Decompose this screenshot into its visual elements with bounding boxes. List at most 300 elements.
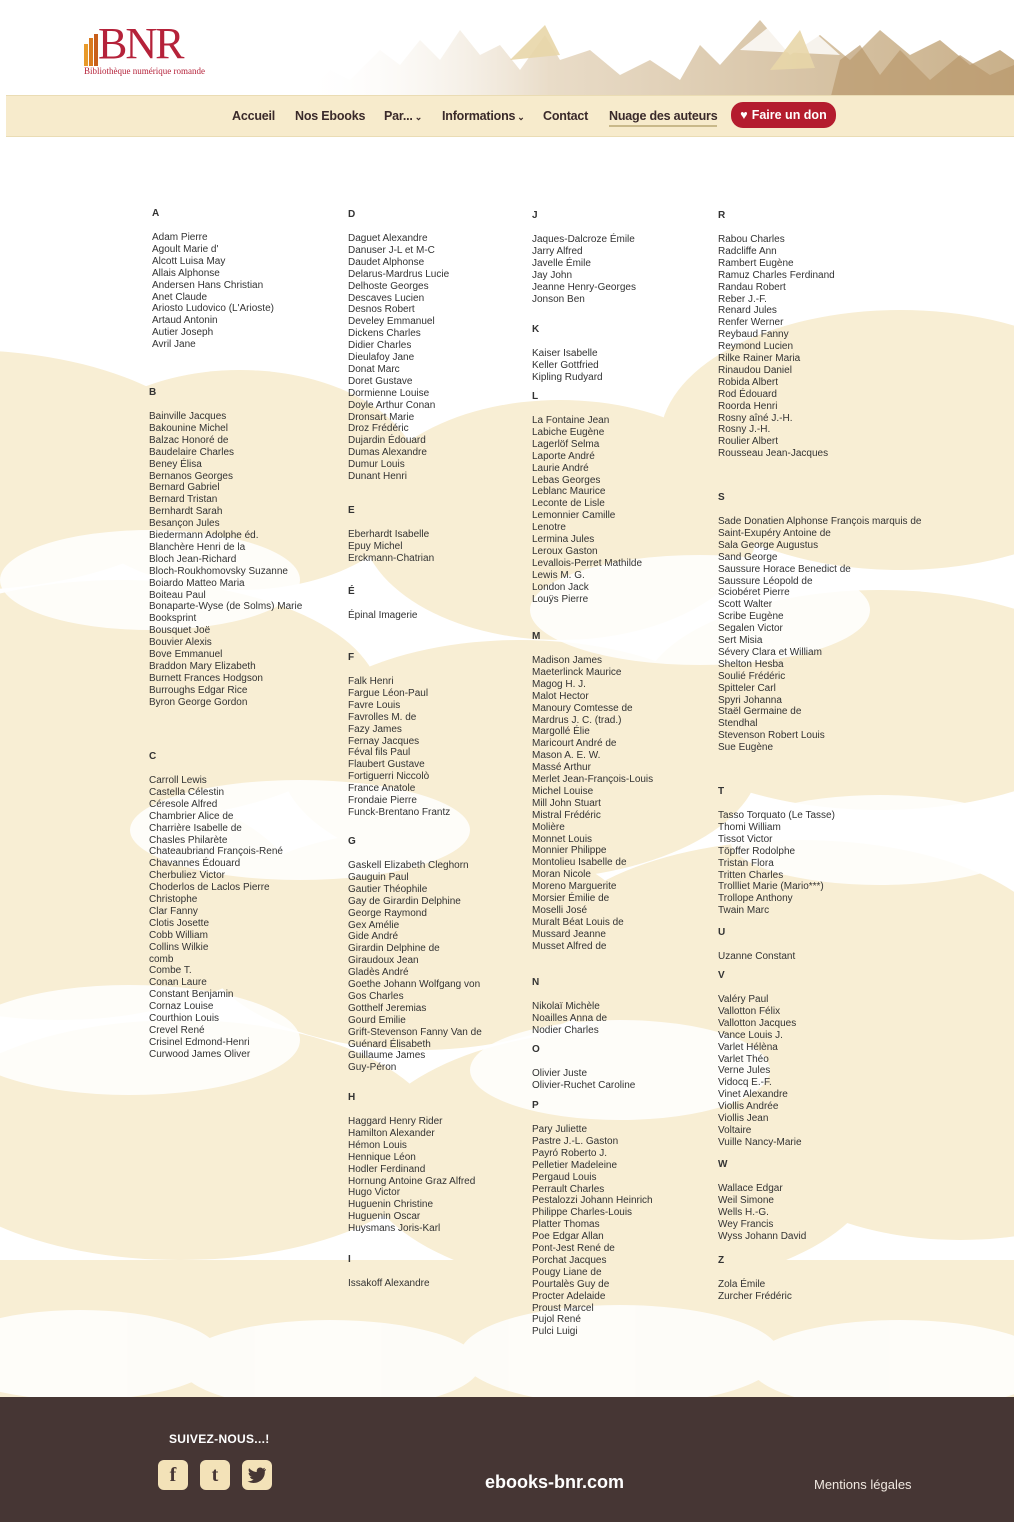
- letter-heading-t: T: [718, 786, 725, 797]
- author-link-desnos-robert[interactable]: Desnos Robert: [348, 304, 415, 316]
- author-link-scott-walter[interactable]: Scott Walter: [718, 599, 773, 611]
- author-link-eberhardt-isabelle[interactable]: Eberhardt Isabelle: [348, 529, 430, 540]
- author-link-favre-louis[interactable]: Favre Louis: [348, 699, 401, 711]
- author-link-madison-james[interactable]: Madison James: [532, 655, 603, 666]
- author-link-leroux-gaston[interactable]: Leroux Gaston: [532, 545, 598, 557]
- author-link-manoury-comtesse-de[interactable]: Manoury Comtesse de: [532, 702, 633, 714]
- author-link-fargue-leon-paul[interactable]: Fargue Léon-Paul: [348, 687, 429, 699]
- letter-heading-w: W: [718, 1159, 728, 1170]
- author-link-saussure-horace-benedict-de[interactable]: Saussure Horace Benedict de: [718, 563, 851, 575]
- author-link-ariosto-ludovico-l-arioste[interactable]: Ariosto Ludovico (L'Arioste): [152, 303, 274, 315]
- author-link-boiteau-paul[interactable]: Boiteau Paul: [149, 589, 206, 601]
- author-link-pougy-liane-de[interactable]: Pougy Liane de: [532, 1266, 602, 1278]
- author-link-jonson-ben[interactable]: Jonson Ben: [532, 293, 585, 305]
- author-link-labiche-eugene[interactable]: Labiche Eugène: [532, 426, 605, 438]
- author-link-autier-joseph[interactable]: Autier Joseph: [152, 327, 214, 339]
- author-link-michel-louise[interactable]: Michel Louise: [532, 785, 594, 797]
- author-link-favrolles-m-de[interactable]: Favrolles M. de: [348, 711, 417, 723]
- author-link-combe-t[interactable]: Combe T.: [149, 965, 192, 977]
- author-link-tissot-victor[interactable]: Tissot Victor: [718, 833, 773, 845]
- facebook-icon[interactable]: f: [158, 1460, 188, 1490]
- nav-nuage-auteurs[interactable]: Nuage des auteurs: [609, 109, 717, 127]
- author-link-javelle-emile[interactable]: Javelle Émile: [532, 257, 591, 269]
- author-link-moran-nicole[interactable]: Moran Nicole: [532, 869, 591, 881]
- author-link-biedermann-adolphe-ed[interactable]: Biedermann Adolphe éd.: [149, 530, 259, 541]
- author-link-sade-donatien-alphonse-francois-marquis-de[interactable]: Sade Donatien Alphonse François marquis de: [718, 516, 922, 527]
- author-link-montolieu-isabelle-de[interactable]: Montolieu Isabelle de: [532, 857, 627, 869]
- author-link-huysmans-joris-karl[interactable]: Huysmans Joris-Karl: [348, 1223, 441, 1235]
- author-link-blanchere-henri-de-la[interactable]: Blanchère Henri de la: [149, 541, 246, 553]
- author-link-maeterlinck-maurice[interactable]: Maeterlinck Maurice: [532, 666, 622, 678]
- author-link-saint-exupery-antoine-de[interactable]: Saint-Exupéry Antoine de: [718, 527, 831, 539]
- author-link-shelton-hesba[interactable]: Shelton Hesba: [718, 658, 784, 670]
- author-link-bove-emmanuel[interactable]: Bove Emmanuel: [149, 649, 223, 660]
- author-link-hennique-leon[interactable]: Hennique Léon: [348, 1151, 416, 1163]
- author-link-anet-claude[interactable]: Anet Claude: [152, 291, 208, 303]
- legal-link[interactable]: Mentions légales: [814, 1477, 912, 1492]
- author-link-gos-charles[interactable]: Gos Charles: [348, 990, 404, 1002]
- author-link-christophe[interactable]: Christophe: [149, 894, 198, 905]
- author-link-huguenin-oscar[interactable]: Huguenin Oscar: [348, 1211, 421, 1223]
- author-link-leconte-de-lisle[interactable]: Leconte de Lisle: [532, 498, 605, 510]
- author-link-rod-edouard[interactable]: Rod Édouard: [718, 388, 777, 400]
- author-link-dormienne-louise[interactable]: Dormienne Louise: [348, 387, 430, 399]
- author-link-soulie-frederic[interactable]: Soulié Frédéric: [718, 670, 786, 682]
- author-link-roulier-albert[interactable]: Roulier Albert: [718, 436, 779, 448]
- author-link-procter-adelaide[interactable]: Procter Adelaide: [532, 1290, 606, 1302]
- author-link-kipling-rudyard[interactable]: Kipling Rudyard: [532, 371, 603, 383]
- author-link-gauguin-paul[interactable]: Gauguin Paul: [348, 871, 409, 883]
- author-link-carroll-lewis[interactable]: Carroll Lewis: [149, 775, 207, 786]
- author-link-mill-john-stuart[interactable]: Mill John Stuart: [532, 797, 601, 809]
- author-link-porchat-jacques[interactable]: Porchat Jacques: [532, 1254, 607, 1266]
- letter-heading-o: O: [532, 1044, 540, 1055]
- author-link-grift-stevenson-fanny-van-de[interactable]: Grift-Stevenson Fanny Van de: [348, 1026, 482, 1038]
- author-link-avril-jane[interactable]: Avril Jane: [152, 339, 196, 351]
- author-link-musset-alfred-de[interactable]: Musset Alfred de: [532, 940, 607, 952]
- author-link-clotis-josette[interactable]: Clotis Josette: [149, 917, 210, 929]
- author-link-rosny-aine-j-h[interactable]: Rosny aîné J.-H.: [718, 412, 793, 424]
- author-link-weil-simone[interactable]: Weil Simone: [718, 1194, 774, 1206]
- author-link-dieulafoy-jane[interactable]: Dieulafoy Jane: [348, 352, 415, 363]
- author-link-besancon-jules[interactable]: Besançon Jules: [149, 518, 220, 530]
- tumblr-icon[interactable]: t: [200, 1460, 230, 1490]
- author-link-margolle-elie[interactable]: Margollé Élie: [532, 726, 590, 738]
- author-link-viollis-jean[interactable]: Viollis Jean: [718, 1113, 769, 1124]
- author-link-hornung-antoine-graz-alfred[interactable]: Hornung Antoine Graz Alfred: [348, 1175, 476, 1187]
- author-link-burroughs-edgar-rice[interactable]: Burroughs Edgar Rice: [149, 684, 248, 696]
- author-link-dickens-charles[interactable]: Dickens Charles: [348, 328, 421, 340]
- author-link-wey-francis[interactable]: Wey Francis: [718, 1218, 774, 1230]
- author-link-adam-pierre[interactable]: Adam Pierre: [152, 232, 208, 243]
- author-link-wallace-edgar[interactable]: Wallace Edgar: [718, 1183, 783, 1194]
- author-link-payro-roberto-j[interactable]: Payró Roberto J.: [532, 1147, 608, 1159]
- author-link-monnet-louis[interactable]: Monnet Louis: [532, 833, 593, 845]
- author-link-topffer-rodolphe[interactable]: Töpffer Rodolphe: [718, 845, 796, 857]
- author-link-leblanc-maurice[interactable]: Leblanc Maurice: [532, 486, 606, 498]
- author-link-verne-jules[interactable]: Verne Jules: [718, 1065, 771, 1077]
- author-link-dumur-louis[interactable]: Dumur Louis: [348, 459, 405, 471]
- author-link-constant-benjamin[interactable]: Constant Benjamin: [149, 989, 234, 1001]
- author-link-stael-germaine-de[interactable]: Staël Germaine de: [718, 706, 802, 718]
- author-link-gourd-emilie[interactable]: Gourd Emilie: [348, 1014, 406, 1026]
- author-link-reber-j-f[interactable]: Reber J.-F.: [718, 293, 767, 305]
- author-link-perrault-charles[interactable]: Perrault Charles: [532, 1183, 605, 1195]
- author-link-philippe-charles-louis[interactable]: Philippe Charles-Louis: [532, 1207, 633, 1219]
- author-link-bernanos-georges[interactable]: Bernanos Georges: [149, 470, 233, 482]
- author-link-poe-edgar-allan[interactable]: Poe Edgar Allan: [532, 1231, 604, 1243]
- author-link-france-anatole[interactable]: France Anatole: [348, 783, 416, 795]
- author-link-bainville-jacques[interactable]: Bainville Jacques: [149, 411, 227, 422]
- author-link-epinal-imagerie[interactable]: Épinal Imagerie: [348, 610, 418, 621]
- nav-accueil[interactable]: Accueil: [232, 109, 276, 123]
- chevron-down-icon: ⌄: [517, 112, 525, 122]
- author-link-charriere-isabelle-de[interactable]: Charrière Isabelle de: [149, 822, 242, 834]
- twitter-icon[interactable]: [242, 1460, 272, 1490]
- author-link-randau-robert[interactable]: Randau Robert: [718, 281, 786, 293]
- author-link-voltaire[interactable]: Voltaire: [718, 1124, 752, 1136]
- author-link-cobb-william[interactable]: Cobb William: [149, 929, 208, 941]
- author-link-renfer-werner[interactable]: Renfer Werner: [718, 317, 784, 329]
- author-link-dumas-alexandre[interactable]: Dumas Alexandre: [348, 447, 427, 459]
- nav-ebooks[interactable]: Nos Ebooks: [295, 109, 366, 123]
- author-link-tasso-torquato-le-tasse[interactable]: Tasso Torquato (Le Tasse): [718, 810, 835, 821]
- author-link-scioberet-pierre[interactable]: Sciobéret Pierre: [718, 587, 790, 599]
- author-link-maricourt-andre-de[interactable]: Maricourt André de: [532, 738, 617, 750]
- nav-par[interactable]: Par... ⌄: [384, 109, 423, 123]
- author-link-lenotre[interactable]: Lenotre: [532, 522, 566, 534]
- author-link-balzac-honore-de[interactable]: Balzac Honoré de: [149, 434, 229, 446]
- author-link-frondaie-pierre[interactable]: Frondaie Pierre: [348, 795, 417, 806]
- author-link-huguenin-christine[interactable]: Huguenin Christine: [348, 1199, 434, 1211]
- author-link-fazy-james[interactable]: Fazy James: [348, 723, 402, 735]
- author-link-guenard-elisabeth[interactable]: Guénard Élisabeth: [348, 1038, 431, 1050]
- follow-us-label: SUIVEZ-NOUS...!: [169, 1432, 270, 1446]
- author-link-mason-a-e-w[interactable]: Mason A. E. W.: [532, 750, 601, 762]
- author-link-chavannes-edouard[interactable]: Chavannes Édouard: [149, 858, 241, 870]
- author-link-bloch-jean-richard[interactable]: Bloch Jean-Richard: [149, 553, 237, 565]
- author-link-robida-albert[interactable]: Robida Albert: [718, 376, 779, 388]
- author-link-fernay-jacques[interactable]: Fernay Jacques: [348, 735, 420, 747]
- author-link-doyle-arthur-conan[interactable]: Doyle Arthur Conan: [348, 399, 436, 411]
- author-link-louys-pierre[interactable]: Louÿs Pierre: [532, 593, 589, 605]
- author-link-radcliffe-ann[interactable]: Radcliffe Ann: [718, 245, 777, 257]
- author-link-laporte-andre[interactable]: Laporte André: [532, 450, 595, 462]
- author-link-daudet-alphonse[interactable]: Daudet Alphonse: [348, 256, 425, 268]
- chevron-down-icon: ⌄: [414, 112, 423, 122]
- letter-heading-f: F: [348, 652, 355, 663]
- author-link-magog-h-j[interactable]: Magog H. J.: [532, 678, 586, 690]
- author-link-boiardo-matteo-maria[interactable]: Boiardo Matteo Maria: [149, 577, 245, 589]
- letter-heading-m: M: [532, 631, 541, 642]
- author-link-scribe-eugene[interactable]: Scribe Eugène: [718, 611, 784, 623]
- author-link-falk-henri[interactable]: Falk Henri: [348, 676, 394, 687]
- author-link-droz-frederic[interactable]: Droz Frédéric: [348, 423, 409, 435]
- author-link-dunant-henri[interactable]: Dunant Henri: [348, 471, 407, 482]
- author-link-bakounine-michel[interactable]: Bakounine Michel: [149, 422, 228, 434]
- author-link-artaud-antonin[interactable]: Artaud Antonin: [152, 315, 218, 327]
- author-link-conan-laure[interactable]: Conan Laure: [149, 977, 207, 989]
- author-link-lagerlof-selma[interactable]: Lagerlöf Selma: [532, 438, 600, 450]
- author-link-pujol-rene[interactable]: Pujol René: [532, 1314, 581, 1326]
- author-link-pelletier-madeleine[interactable]: Pelletier Madeleine: [532, 1159, 618, 1171]
- author-link-twain-marc[interactable]: Twain Marc: [718, 905, 770, 917]
- author-link-hamilton-alexander[interactable]: Hamilton Alexander: [348, 1127, 435, 1139]
- author-link-issakoff-alexandre[interactable]: Issakoff Alexandre: [348, 1278, 430, 1289]
- author-link-agoult-marie-d[interactable]: Agoult Marie d': [152, 243, 219, 255]
- letter-heading-z: Z: [718, 1255, 725, 1266]
- author-link-laurie-andre[interactable]: Laurie André: [532, 462, 589, 474]
- author-link-allais-alphonse[interactable]: Allais Alphonse: [152, 267, 220, 279]
- author-link-la-fontaine-jean[interactable]: La Fontaine Jean: [532, 415, 610, 426]
- author-link-uzanne-constant[interactable]: Uzanne Constant: [718, 951, 796, 962]
- author-link-olivier-ruchet-caroline[interactable]: Olivier-Ruchet Caroline: [532, 1079, 636, 1091]
- letter-heading-r: R: [718, 210, 726, 221]
- author-link-giraudoux-jean[interactable]: Giraudoux Jean: [348, 955, 419, 967]
- author-link-feval-fils-paul[interactable]: Féval fils Paul: [348, 747, 411, 759]
- author-link-andersen-hans-christian[interactable]: Andersen Hans Christian: [152, 279, 264, 291]
- nav-informations[interactable]: Informations ⌄: [442, 109, 525, 123]
- author-link-ceresole-alfred[interactable]: Céresole Alfred: [149, 798, 218, 810]
- author-link-valery-paul[interactable]: Valéry Paul: [718, 994, 769, 1005]
- author-link-malot-hector[interactable]: Malot Hector: [532, 690, 589, 702]
- site-name[interactable]: ebooks-bnr.com: [485, 1472, 625, 1492]
- author-link-spitteler-carl[interactable]: Spitteler Carl: [718, 682, 776, 694]
- author-link-sand-george[interactable]: Sand George: [718, 551, 778, 563]
- author-link-chambrier-alice-de[interactable]: Chambrier Alice de: [149, 810, 234, 822]
- author-link-alcott-luisa-may[interactable]: Alcott Luisa May: [152, 255, 226, 267]
- author-link-rabou-charles[interactable]: Rabou Charles: [718, 234, 785, 245]
- author-link-rousseau-jean-jacques[interactable]: Rousseau Jean-Jacques: [718, 448, 829, 460]
- author-link-platter-thomas[interactable]: Platter Thomas: [532, 1219, 600, 1231]
- author-link-sert-misia[interactable]: Sert Misia: [718, 635, 763, 646]
- author-link-crisinel-edmond-henri[interactable]: Crisinel Edmond-Henri: [149, 1036, 250, 1048]
- letter-heading-n: N: [532, 977, 540, 988]
- author-link-ramuz-charles-ferdinand[interactable]: Ramuz Charles Ferdinand: [718, 269, 835, 281]
- author-link-lewis-m-g[interactable]: Lewis M. G.: [532, 569, 585, 581]
- author-link-lermina-jules[interactable]: Lermina Jules: [532, 534, 595, 545]
- author-link-gex-amelie[interactable]: Gex Amélie: [348, 919, 400, 931]
- author-link-monnier-philippe[interactable]: Monnier Philippe: [532, 845, 607, 857]
- author-link-hodler-ferdinand[interactable]: Hodler Ferdinand: [348, 1163, 426, 1175]
- author-link-chasles-philarete[interactable]: Chasles Philarète: [149, 834, 228, 846]
- author-link-pastre-j-l-gaston[interactable]: Pastre J.-L. Gaston: [532, 1135, 619, 1147]
- author-link-viollis-andree[interactable]: Viollis Andrée: [718, 1101, 779, 1113]
- author-link-stendhal[interactable]: Stendhal: [718, 718, 758, 730]
- author-link-choderlos-de-laclos-pierre[interactable]: Choderlos de Laclos Pierre: [149, 882, 270, 894]
- author-link-dronsart-marie[interactable]: Dronsart Marie: [348, 411, 415, 423]
- author-link-pestalozzi-johann-heinrich[interactable]: Pestalozzi Johann Heinrich: [532, 1195, 653, 1207]
- author-link-danuser-j-l-et-m-c[interactable]: Danuser J-L et M-C: [348, 244, 435, 256]
- author-link-vallotton-felix[interactable]: Vallotton Félix: [718, 1005, 781, 1017]
- author-link-didier-charles[interactable]: Didier Charles: [348, 340, 412, 352]
- author-link-glades-andre[interactable]: Gladès André: [348, 967, 409, 979]
- author-link-moliere[interactable]: Molière: [532, 821, 565, 833]
- author-link-lemonnier-camille[interactable]: Lemonnier Camille: [532, 510, 616, 522]
- author-link-bernard-tristan[interactable]: Bernard Tristan: [149, 494, 218, 506]
- author-link-varlet-theo[interactable]: Varlet Théo: [718, 1053, 769, 1065]
- author-link-collins-wilkie[interactable]: Collins Wilkie: [149, 941, 209, 953]
- author-link-pergaud-louis[interactable]: Pergaud Louis: [532, 1171, 597, 1183]
- author-link-noailles-anna-de[interactable]: Noailles Anna de: [532, 1012, 608, 1024]
- author-link-cherbuliez-victor[interactable]: Cherbuliez Victor: [149, 870, 225, 882]
- author-link-mardrus-j-c-trad[interactable]: Mardrus J. C. (trad.): [532, 714, 622, 726]
- author-link-severy-clara-et-william[interactable]: Sévery Clara et William: [718, 646, 822, 658]
- letter-heading-c: C: [149, 751, 157, 762]
- author-link-delhoste-georges[interactable]: Delhoste Georges: [348, 280, 429, 292]
- author-link-vinet-alexandre[interactable]: Vinet Alexandre: [718, 1089, 788, 1101]
- author-link-bousquet-joe[interactable]: Bousquet Joë: [149, 625, 211, 637]
- author-link-rilke-rainer-maria[interactable]: Rilke Rainer Maria: [718, 353, 801, 364]
- author-link-bouvier-alexis[interactable]: Bouvier Alexis: [149, 637, 212, 649]
- author-link-hugo-victor[interactable]: Hugo Victor: [348, 1187, 401, 1199]
- author-link-goethe-johann-wolfgang-von[interactable]: Goethe Johann Wolfgang von: [348, 979, 481, 990]
- author-link-stevenson-robert-louis[interactable]: Stevenson Robert Louis: [718, 730, 825, 742]
- author-link-erckmann-chatrian[interactable]: Erckmann-Chatrian: [348, 552, 435, 564]
- author-link-tristan-flora[interactable]: Tristan Flora: [718, 857, 774, 869]
- author-link-reybaud-fanny[interactable]: Reybaud Fanny: [718, 329, 789, 341]
- author-link-flaubert-gustave[interactable]: Flaubert Gustave: [348, 759, 425, 771]
- author-link-guy-peron[interactable]: Guy-Péron: [348, 1062, 397, 1074]
- author-link-jeanne-henry-georges[interactable]: Jeanne Henry-Georges: [532, 281, 636, 293]
- author-link-bonaparte-wyse-de-solms-marie[interactable]: Bonaparte-Wyse (de Solms) Marie: [149, 601, 303, 613]
- author-link-hemon-louis[interactable]: Hémon Louis: [348, 1139, 407, 1151]
- author-link-merlet-jean-francois-louis[interactable]: Merlet Jean-François-Louis: [532, 774, 654, 785]
- author-link-doret-gustave[interactable]: Doret Gustave: [348, 375, 413, 387]
- author-link-mussard-jeanne[interactable]: Mussard Jeanne: [532, 928, 606, 940]
- author-link-haggard-henry-rider[interactable]: Haggard Henry Rider: [348, 1116, 443, 1127]
- author-link-gay-de-girardin-delphine[interactable]: Gay de Girardin Delphine: [348, 895, 461, 907]
- author-link-moselli-jose[interactable]: Moselli José: [532, 904, 588, 916]
- author-link-muralt-beat-louis-de[interactable]: Muralt Béat Louis de: [532, 916, 624, 928]
- author-link-jarry-alfred[interactable]: Jarry Alfred: [532, 245, 583, 257]
- author-link-funck-brentano-frantz[interactable]: Funck-Brentano Frantz: [348, 806, 451, 818]
- author-link-george-raymond[interactable]: George Raymond: [348, 907, 427, 919]
- author-link-morsier-emilie-de[interactable]: Morsier Émilie de: [532, 893, 610, 904]
- author-link-pont-jest-rene-de[interactable]: Pont-Jest René de: [532, 1243, 615, 1254]
- author-link-reymond-lucien[interactable]: Reymond Lucien: [718, 341, 794, 353]
- author-link-pourtales-guy-de[interactable]: Pourtalès Guy de: [532, 1278, 610, 1290]
- author-link-sala-george-augustus[interactable]: Sala George Augustus: [718, 539, 819, 551]
- author-link-roorda-henri[interactable]: Roorda Henri: [718, 400, 778, 412]
- author-link-courthion-louis[interactable]: Courthion Louis: [149, 1013, 220, 1024]
- author-link-epuy-michel[interactable]: Epuy Michel: [348, 540, 403, 552]
- author-link-cornaz-louise[interactable]: Cornaz Louise: [149, 1001, 214, 1013]
- author-link-gaskell-elizabeth-cleghorn[interactable]: Gaskell Elizabeth Cleghorn: [348, 860, 469, 871]
- author-link-wyss-johann-david[interactable]: Wyss Johann David: [718, 1230, 807, 1242]
- author-link-descaves-lucien[interactable]: Descaves Lucien: [348, 292, 425, 304]
- author-link-develey-emmanuel[interactable]: Develey Emmanuel: [348, 316, 435, 328]
- author-link-kaiser-isabelle[interactable]: Kaiser Isabelle: [532, 348, 598, 359]
- author-link-masse-arthur[interactable]: Massé Arthur: [532, 762, 591, 774]
- author-link-tritten-charles[interactable]: Tritten Charles: [718, 869, 784, 881]
- author-link-trollliet-marie-mario[interactable]: Trollliet Marie (Mario***): [718, 881, 824, 893]
- author-link-comb[interactable]: comb: [149, 953, 174, 965]
- letter-heading-e-accent: É: [348, 586, 355, 597]
- author-link-thomi-william[interactable]: Thomi William: [718, 821, 781, 833]
- author-link-vidocq-e-f[interactable]: Vidocq E.-F.: [718, 1077, 772, 1089]
- author-link-mistral-frederic[interactable]: Mistral Frédéric: [532, 809, 601, 821]
- author-link-crevel-rene[interactable]: Crevel René: [149, 1024, 205, 1036]
- author-link-burnett-frances-hodgson[interactable]: Burnett Frances Hodgson: [149, 672, 263, 684]
- author-link-keller-gottfried[interactable]: Keller Gottfried: [532, 359, 599, 371]
- letter-heading-g: G: [348, 836, 356, 847]
- author-link-zola-emile[interactable]: Zola Émile: [718, 1279, 766, 1290]
- author-link-zurcher-frederic[interactable]: Zurcher Frédéric: [718, 1290, 792, 1302]
- author-link-olivier-juste[interactable]: Olivier Juste: [532, 1068, 588, 1079]
- author-link-curwood-james-oliver[interactable]: Curwood James Oliver: [149, 1048, 251, 1060]
- author-link-gautier-theophile[interactable]: Gautier Théophile: [348, 883, 428, 895]
- author-link-bloch-roukhomovsky-suzanne[interactable]: Bloch-Roukhomovsky Suzanne: [149, 565, 288, 577]
- author-link-rinaudou-daniel[interactable]: Rinaudou Daniel: [718, 364, 792, 376]
- author-link-donat-marc[interactable]: Donat Marc: [348, 363, 400, 375]
- logo-subtitle: Bibliothèque numérique romande: [84, 66, 205, 76]
- author-link-pary-juliette[interactable]: Pary Juliette: [532, 1124, 588, 1135]
- author-link-renard-jules[interactable]: Renard Jules: [718, 305, 777, 317]
- author-link-booksprint[interactable]: Booksprint: [149, 613, 197, 625]
- letter-heading-k: K: [532, 324, 540, 335]
- author-link-rambert-eugene[interactable]: Rambert Eugène: [718, 257, 794, 269]
- author-link-spyri-johanna[interactable]: Spyri Johanna: [718, 694, 782, 706]
- author-link-trollope-anthony[interactable]: Trollope Anthony: [718, 893, 793, 905]
- author-link-nikolai-michele[interactable]: Nikolaï Michèle: [532, 1001, 600, 1012]
- author-link-chateaubriand-francois-rene[interactable]: Chateaubriand François-René: [149, 846, 283, 858]
- author-link-jaques-dalcroze-emile[interactable]: Jaques-Dalcroze Émile: [532, 234, 635, 245]
- author-link-moreno-marguerite[interactable]: Moreno Marguerite: [532, 881, 617, 893]
- author-link-pulci-luigi[interactable]: Pulci Luigi: [532, 1326, 578, 1338]
- donate-button[interactable]: ♥ Faire un don: [731, 102, 836, 128]
- author-link-fortiguerri-niccolo[interactable]: Fortiguerri Niccolò: [348, 771, 430, 783]
- author-link-levallois-perret-mathilde[interactable]: Levallois-Perret Mathilde: [532, 557, 643, 569]
- author-link-baudelaire-charles[interactable]: Baudelaire Charles: [149, 446, 235, 458]
- author-link-sue-eugene[interactable]: Sue Eugène: [718, 742, 774, 754]
- author-link-saussure-leopold-de[interactable]: Saussure Léopold de: [718, 575, 813, 587]
- author-link-london-jack[interactable]: London Jack: [532, 581, 589, 593]
- author-link-vance-louis-j[interactable]: Vance Louis J.: [718, 1029, 783, 1041]
- author-link-varlet-helena[interactable]: Varlet Hélèna: [718, 1041, 778, 1053]
- author-link-delarus-mardrus-lucie[interactable]: Delarus-Mardrus Lucie: [348, 268, 450, 280]
- author-link-guillaume-james[interactable]: Guillaume James: [348, 1050, 426, 1062]
- author-link-castella-celestin[interactable]: Castella Célestin: [149, 786, 225, 798]
- nav-contact[interactable]: Contact: [543, 109, 589, 123]
- letter-heading-b: B: [149, 387, 157, 398]
- author-link-gide-andre[interactable]: Gide André: [348, 931, 399, 943]
- logo[interactable]: [84, 20, 224, 78]
- author-link-gotthelf-jeremias[interactable]: Gotthelf Jeremias: [348, 1002, 427, 1014]
- author-link-lebas-georges[interactable]: Lebas Georges: [532, 474, 601, 486]
- author-link-nodier-charles[interactable]: Nodier Charles: [532, 1024, 599, 1036]
- author-link-dujardin-edouard[interactable]: Dujardin Édouard: [348, 435, 426, 447]
- letter-heading-l: L: [532, 391, 539, 402]
- author-link-girardin-delphine-de[interactable]: Girardin Delphine de: [348, 943, 440, 955]
- author-link-vuille-nancy-marie[interactable]: Vuille Nancy-Marie: [718, 1136, 802, 1148]
- author-link-bernhardt-sarah[interactable]: Bernhardt Sarah: [149, 506, 223, 518]
- author-link-clar-fanny[interactable]: Clar Fanny: [149, 905, 198, 917]
- author-link-jay-john[interactable]: Jay John: [532, 269, 573, 281]
- author-link-bernard-gabriel[interactable]: Bernard Gabriel: [149, 482, 220, 494]
- author-link-wells-h-g[interactable]: Wells H.-G.: [718, 1206, 769, 1218]
- author-link-beney-elisa[interactable]: Beney Élisa: [149, 458, 202, 470]
- author-link-rosny-j-h[interactable]: Rosny J.-H.: [718, 424, 771, 436]
- author-link-braddon-mary-elizabeth[interactable]: Braddon Mary Elizabeth: [149, 660, 256, 672]
- author-link-proust-marcel[interactable]: Proust Marcel: [532, 1302, 594, 1314]
- main-nav: [6, 95, 1014, 137]
- author-link-segalen-victor[interactable]: Segalen Victor: [718, 623, 783, 635]
- author-link-vallotton-jacques[interactable]: Vallotton Jacques: [718, 1017, 797, 1029]
- author-link-byron-george-gordon[interactable]: Byron George Gordon: [149, 696, 248, 708]
- logo-text: BNR: [98, 19, 183, 68]
- author-link-daguet-alexandre[interactable]: Daguet Alexandre: [348, 233, 428, 244]
